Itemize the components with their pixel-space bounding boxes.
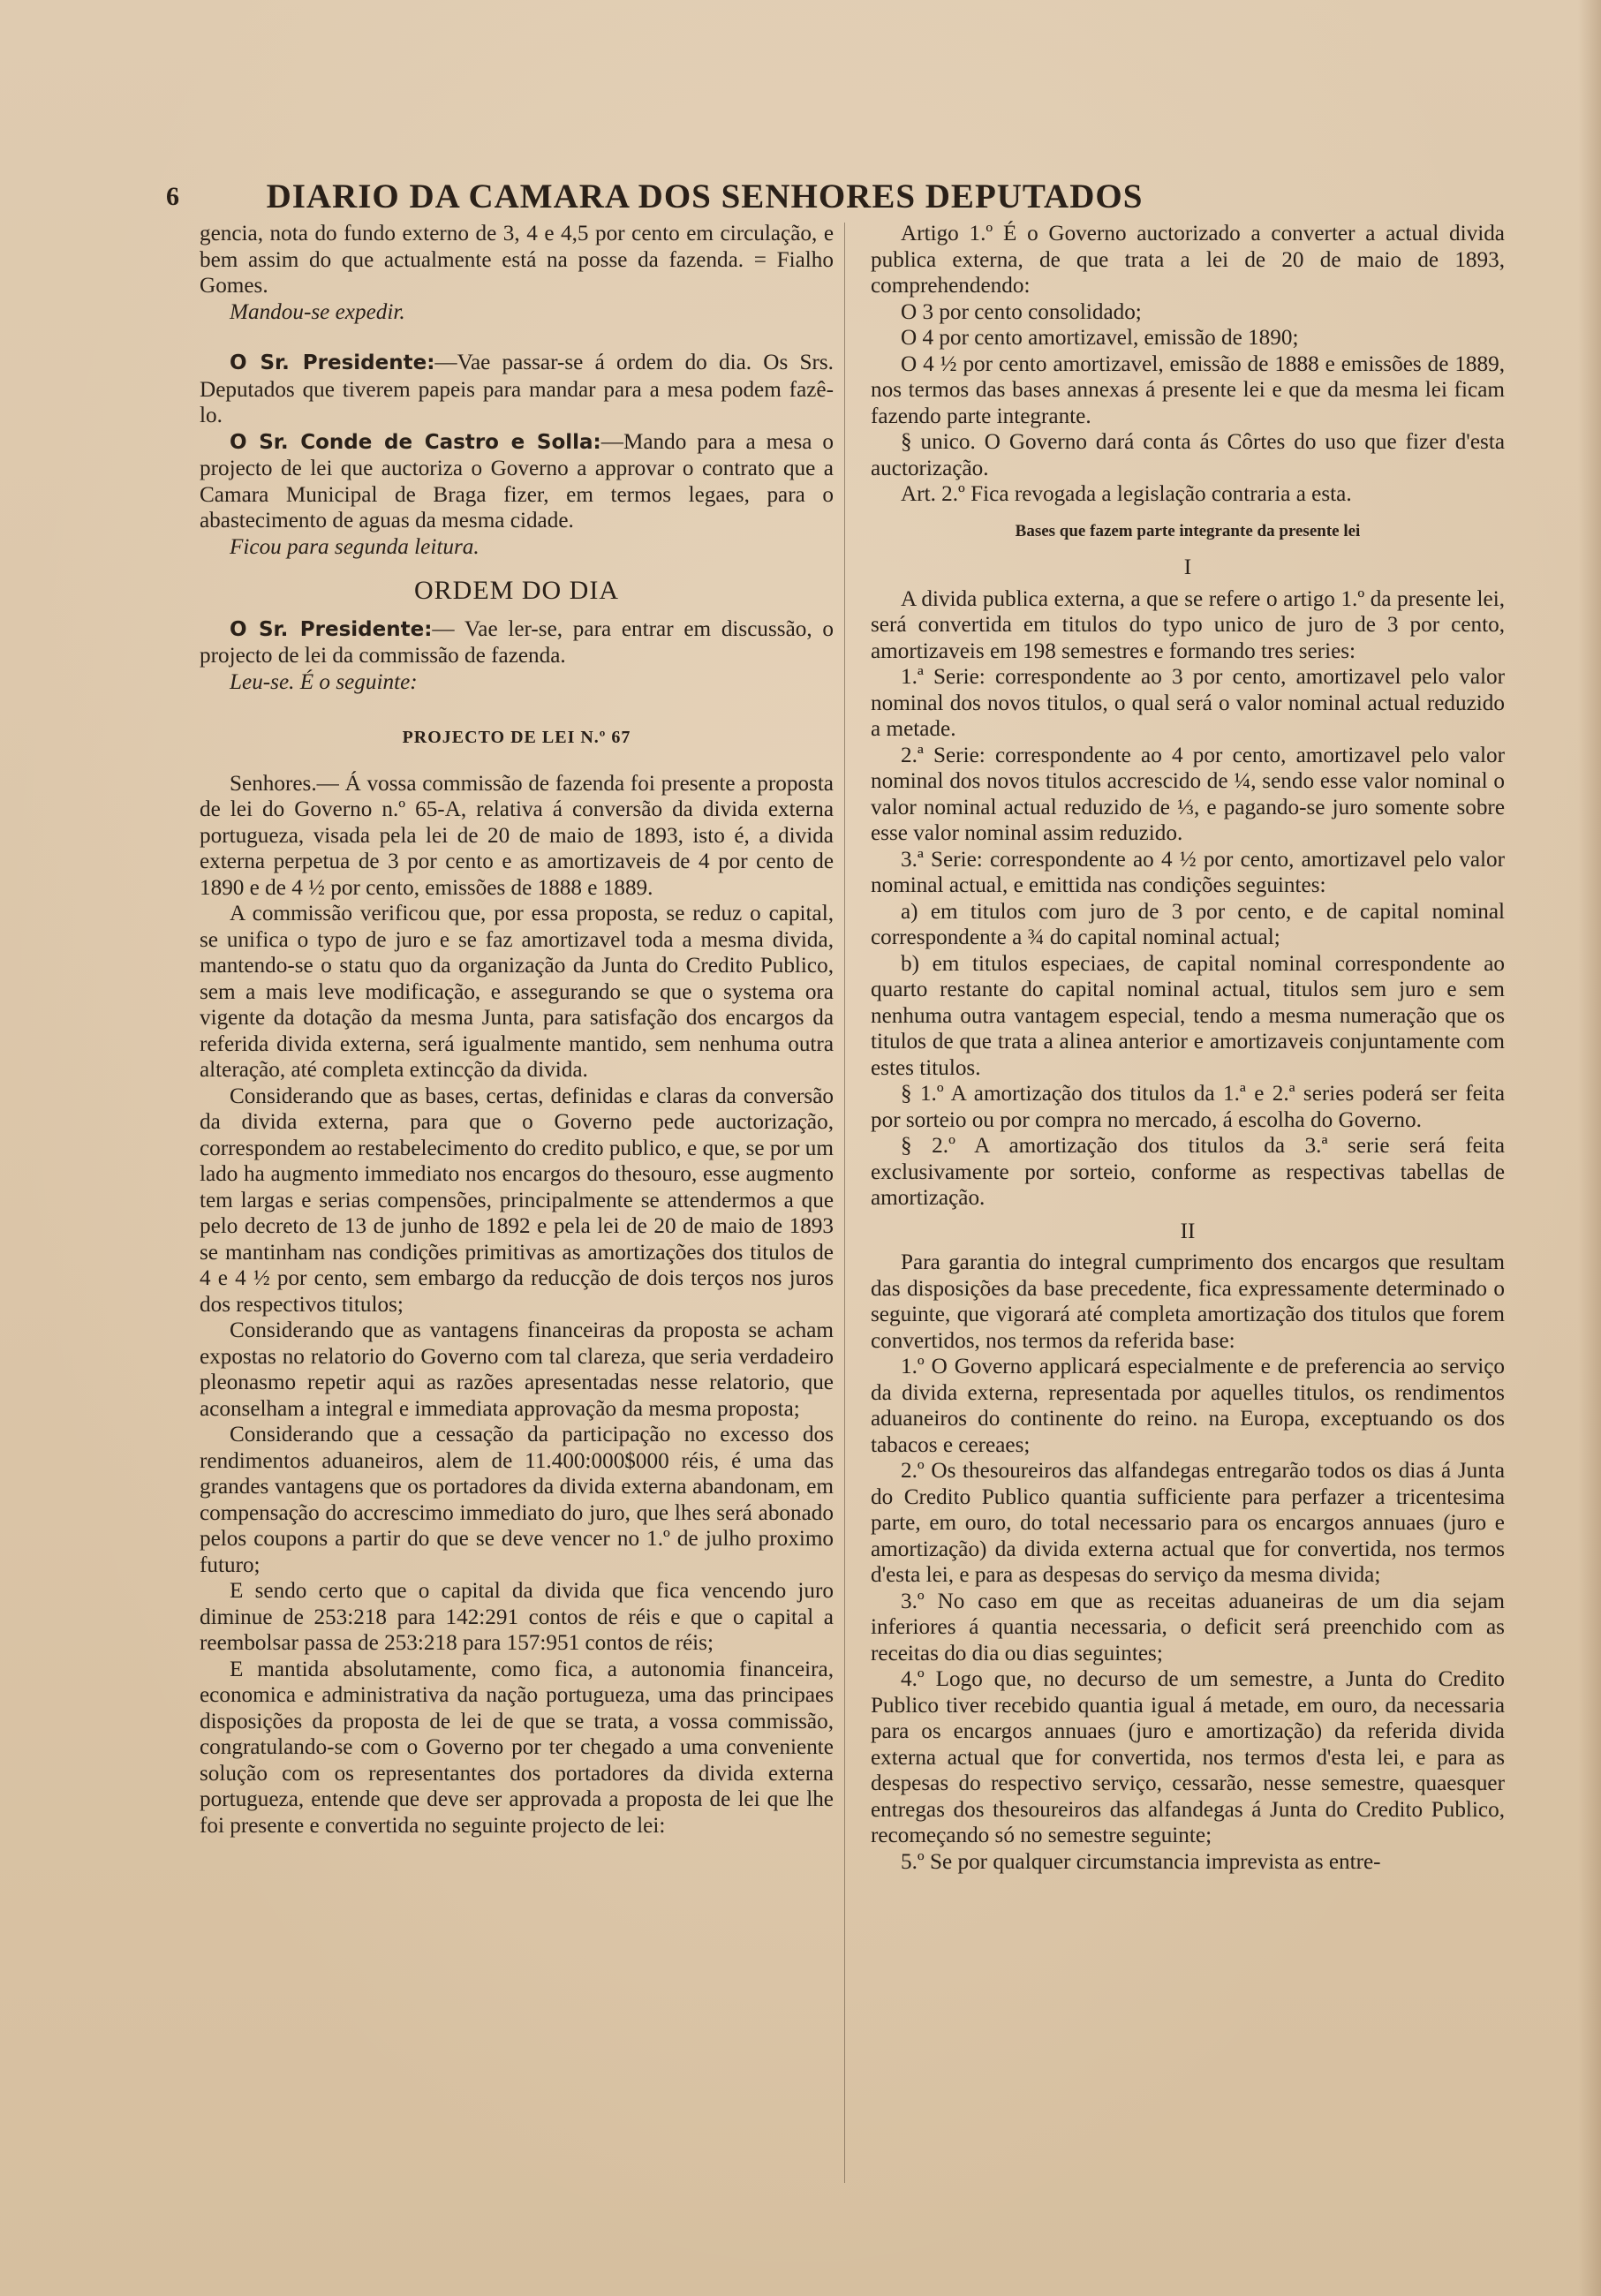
paragraph: § 1.º A amortização dos titulos da 1.ª e 2.ª series poderá ser feita por sorteio ou por compra no mercado, á escolha do Governo. [871,1082,1505,1132]
paragraph: Artigo 1.º É o Governo auctorizado a converter a actual divida publica externa, de que trata a lei de 20 de maio de 1893, comprehendendo: [871,222,1505,298]
paragraph: Considerando que as vantagens financeiras da proposta se acham expostas no relatorio do Governo com tal clareza, que seria verdadeiro pleonasmo repetir aqui as razões apresentadas nesse relatorio, que aconselham a integral e immediata approvação da mesma proposta; [200,1318,834,1421]
paragraph: O 4 ½ por cento amortizavel, emissão de 1888 e emissões de 1889, nos termos das bases annexas á presente lei e que da mesma lei ficam fazendo parte integrante. [871,351,1505,428]
speaker-name: O Sr. Conde de Castro e Solla: [230,430,601,454]
paragraph: Mandou-se expedir. [230,299,405,324]
page-number: 6 [166,182,179,211]
paragraph: 4.º Logo que, no decurso de um semestre, a Junta do Credito Publico tiver recebido quantia igual á metade, em ouro, da necessaria para os encargos annuaes (juro e amortização) da referida divida externa actual que for convertida, nos termos d'esta lei, e para as despesas do respectivo serviço, cessarão, nesse semestre, quaesquer entregas dos thesoureiros das alfandegas á Junta do Credito Publico, recomeçando só no semestre seguinte; [871,1667,1505,1847]
paragraph: A divida publica externa, a que se refere o artigo 1.º da presente lei, será convertida em titulos do typo unico de juro de 3 por cento, amortizaveis em 198 semestres e formando tres series: [871,586,1505,663]
speech [200,429,834,534]
speaker-name: O Sr. Presidente: [230,351,435,374]
paragraph: a) em titulos com juro de 3 por cento, e de capital nominal correspondente a ¾ do capital nominal actual; [871,899,1505,949]
paragraph: Senhores.— Á vossa commissão de fazenda foi presente a proposta de lei do Governo n.º 65-A, relativa á conversão da divida externa portugueza, visada pela lei de 20 de maio de 1893, isto é, a divida externa perpetua de 3 por cento e as amortizaveis de 4 por cento de 1890 e de 4 ½ por cento, emissões de 1888 e 1889. [200,771,834,900]
paragraph: Leu-se. É o seguinte: [230,669,418,694]
paragraph: Para garantia do integral cumprimento dos encargos que resultam das disposições da base precedente, fica expressamente determinado o seguinte, que vigorará até completa amortização dos titulos que forem convertidos, nos termos da referida base: [871,1250,1505,1353]
paragraph: Art. 2.º Fica revogada a legislação contraria a esta. [901,482,1352,506]
running-head: DIARIO DA CAMARA DOS SENHORES DEPUTADOS [266,177,1144,215]
paragraph: 2.º Os thesoureiros das alfandegas entregarão todos os dias á Junta do Credito Publico quantia sufficiente para perfazer a tricentesima parte, em ouro, do total necessario para os encargos annuaes (juro e amortização) da divida externa actual que for convertida, nos termos d'esta lei, e para as despesas do serviço da mesma divida; [871,1459,1505,1587]
paragraph: E sendo certo que o capital da divida que fica vencendo juro diminue de 253:218 para 142:291 contos de réis e que o capital a reembolsar passa de 253:218 para 157:951 contos de réis; [200,1579,834,1655]
paragraph: Considerando que a cessação da participação no excesso dos rendimentos aduaneiros, alem de 11.400:000$000 réis, é uma das grandes vantagens que os portadores da divida externa abandonam, em compensação do accrescimo immediato do juro, que lhes será abonado pelos coupons a partir do que se deve vencer no 1.º de julho proximo futuro; [200,1423,834,1577]
speaker-name: O Sr. Presidente: [230,617,433,641]
page-header [166,177,1243,217]
paragraph: O 4 por cento amortizavel, emissão de 1890; [901,326,1299,350]
speech [200,616,834,669]
page-edge-shadow [1578,0,1601,2296]
paragraph: E mantida absolutamente, como fica, a autonomia financeira, economica e administrativa da nação portugueza, uma das principaes disposições da proposta de lei de que se trata, a vossa commissão, congratulando-se com o Governo por ter chegado a uma conveniente solução com os representantes dos portadores da divida externa portugueza, entende que deve ser approvada a proposta de lei que lhe foi presente e convertida no seguinte projecto de lei: [200,1657,834,1838]
paragraph: 1.º O Governo applicará especialmente e de preferencia ao serviço da divida externa, representada por aquelles titulos, os rendimentos aduaneiros do continente do reino. na Europa, exceptuando os dos tabacos e cereaes; [871,1355,1505,1457]
bases-heading: Bases que fazem parte integrante da presente lei [1015,521,1361,540]
column-divider [844,223,845,2183]
paragraph: § 2.º A amortização dos titulos da 3.ª serie será feita exclusivamente por sorteio, conforme as respectivas tabellas de amortização. [871,1134,1505,1210]
speech-text: — Vae ler-se, para entrar em discussão, o projecto de lei da commissão de fazenda. [200,616,834,668]
left-column [200,221,834,1839]
right-column [871,221,1505,1875]
paragraph: 2.ª Serie: correspondente ao 4 por cento, amortizavel pelo valor nominal dos novos titulos accrescido de ¼, sendo esse valor nominal o valor nominal actual reduzido de ⅓, e pagando-se juro somente sobre esse valor nominal assim reduzido. [871,743,1505,845]
speech [200,350,834,429]
paragraph: 3.º No caso em que as receitas aduaneiras de um dia sejam inferiores á quantia necessaria, o deficit será preenchido com as receitas do dia ou dias seguintes; [871,1589,1505,1665]
paragraph: O 3 por cento consolidado; [901,299,1142,324]
paragraph: Ficou para segunda leitura. [230,534,480,559]
paragraph: Considerando que as bases, certas, definidas e claras da conversão da divida externa, para que o Governo pede auctorização, correspondem ao restabelecimento do credito publico, e que, se por um lado ha augmento immediato nos encargos do thesouro, esse augmento tem largas e serias compensões, principalmente se attendermos a que pelo decreto de 13 de junho de 1892 e pela lei de 20 de maio de 1893 se mantinham nas condições primitivas as amortizações dos titulos de 4 e 4 ½ por cento, sem embargo da reducção de dois terços nos juros dos respectivos titulos; [200,1084,834,1317]
paragraph: 5.º Se por qualquer circumstancia imprevista as entre- [901,1849,1381,1874]
roman-numeral: I [1183,555,1192,579]
paragraph: A commissão verificou que, por essa proposta, se reduz o capital, se unifica o typo de juro e se faz amortizavel toda a mesma divida, mantendo-se o statu quo da organização da Junta do Credito Publico, sem a mais leve modificação, e assegurando se que o systema ora vigente da dotação da mesma Junta, para satisfação dos encargos da referida divida externa, será igualmente mantido, sem nenhuma outra alteração, até completa extincção da divida. [200,902,834,1082]
paragraph: b) em titulos especiaes, de capital nominal correspondente ao quarto restante do capital nominal actual, titulos sem juro e sem nenhuma outra vantagem especial, tendo a mesma numeração que os titulos de que trata a alinea anterior e amortizaveis conjuntamente com estes titulos. [871,951,1505,1080]
section-heading: ORDEM DO DIA [414,576,619,605]
paragraph: § unico. O Governo dará conta ás Côrtes do uso que fizer d'esta auctorização. [871,430,1505,480]
paragraph: 1.ª Serie: correspondente ao 3 por cento, amortizavel pelo valor nominal dos novos titulos, o qual será o valor nominal actual reduzido a metade. [871,665,1505,741]
bill-heading: PROJECTO DE LEI N.º 67 [402,728,631,747]
paragraph: gencia, nota do fundo externo de 3, 4 e 4,5 por cento em circulação, e bem assim do que actualmente está na posse da fazenda. = Fialho Gomes. [200,222,834,298]
speech-text: —Vae passar-se á ordem do dia. Os Srs. Deputados que tiverem papeis para mandar para a mesa podem fazê-lo. [200,351,834,427]
paragraph: 3.ª Serie: correspondente ao 4 ½ por cento, amortizavel pelo valor nominal actual, e emittida nas condições seguintes: [871,847,1505,897]
roman-numeral: II [1180,1219,1196,1243]
speech-text: —Mando para a mesa o projecto de lei que auctoriza o Governo a approvar o contrato que a Camara Municipal de Braga fizer, em termos legaes, para o abastecimento de aguas da mesma cidade. [200,429,834,532]
